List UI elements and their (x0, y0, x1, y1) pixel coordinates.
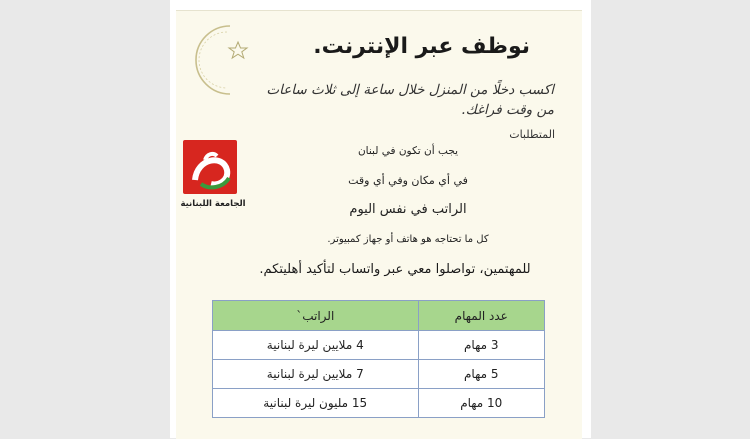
table-row (213, 389, 545, 418)
cell-task-count: 10 مهام (418, 389, 544, 418)
call-to-action: للمهتمين، تواصلوا معي عبر واتساب لتأكيد أهليتكم. (259, 262, 531, 277)
cell-salary: 4 ملايين ليرة لبنانية (213, 331, 419, 360)
logo-caption: الجامعة اللبنانية (180, 199, 246, 209)
header-salary: الراتب` (213, 301, 419, 331)
requirements-label: المتطلبات (509, 128, 555, 141)
header-task-count: عدد المهام (418, 301, 544, 331)
requirement-item: الراتب في نفس اليوم (349, 202, 467, 217)
table-header-row (213, 301, 545, 331)
cell-task-count: 3 مهام (418, 331, 544, 360)
table-row (213, 360, 545, 389)
post-title: نوظف عبر الإنترنت. (313, 34, 530, 59)
requirement-item: في أي مكان وفي أي وقت (348, 174, 468, 187)
salary-table (212, 300, 545, 418)
cell-salary: 15 مليون ليرة لبنانية (213, 389, 419, 418)
cell-task-count: 5 مهام (418, 360, 544, 389)
star-icon (229, 42, 247, 58)
post-intro: اكسب دخلًا من المنزل خلال ساعة إلى ثلاث ساعات من وقت فراغك. (266, 82, 554, 118)
logo-emblem-icon (183, 140, 237, 194)
crescent-moon-icon (190, 20, 260, 100)
table-row (213, 331, 545, 360)
requirement-item: يجب أن تكون في لبنان (357, 145, 459, 157)
cell-salary: 7 ملايين ليرة لبنانية (213, 360, 419, 389)
requirement-item: كل ما تحتاجه هو هاتف أو جهاز كمبيوتر. (327, 234, 489, 245)
